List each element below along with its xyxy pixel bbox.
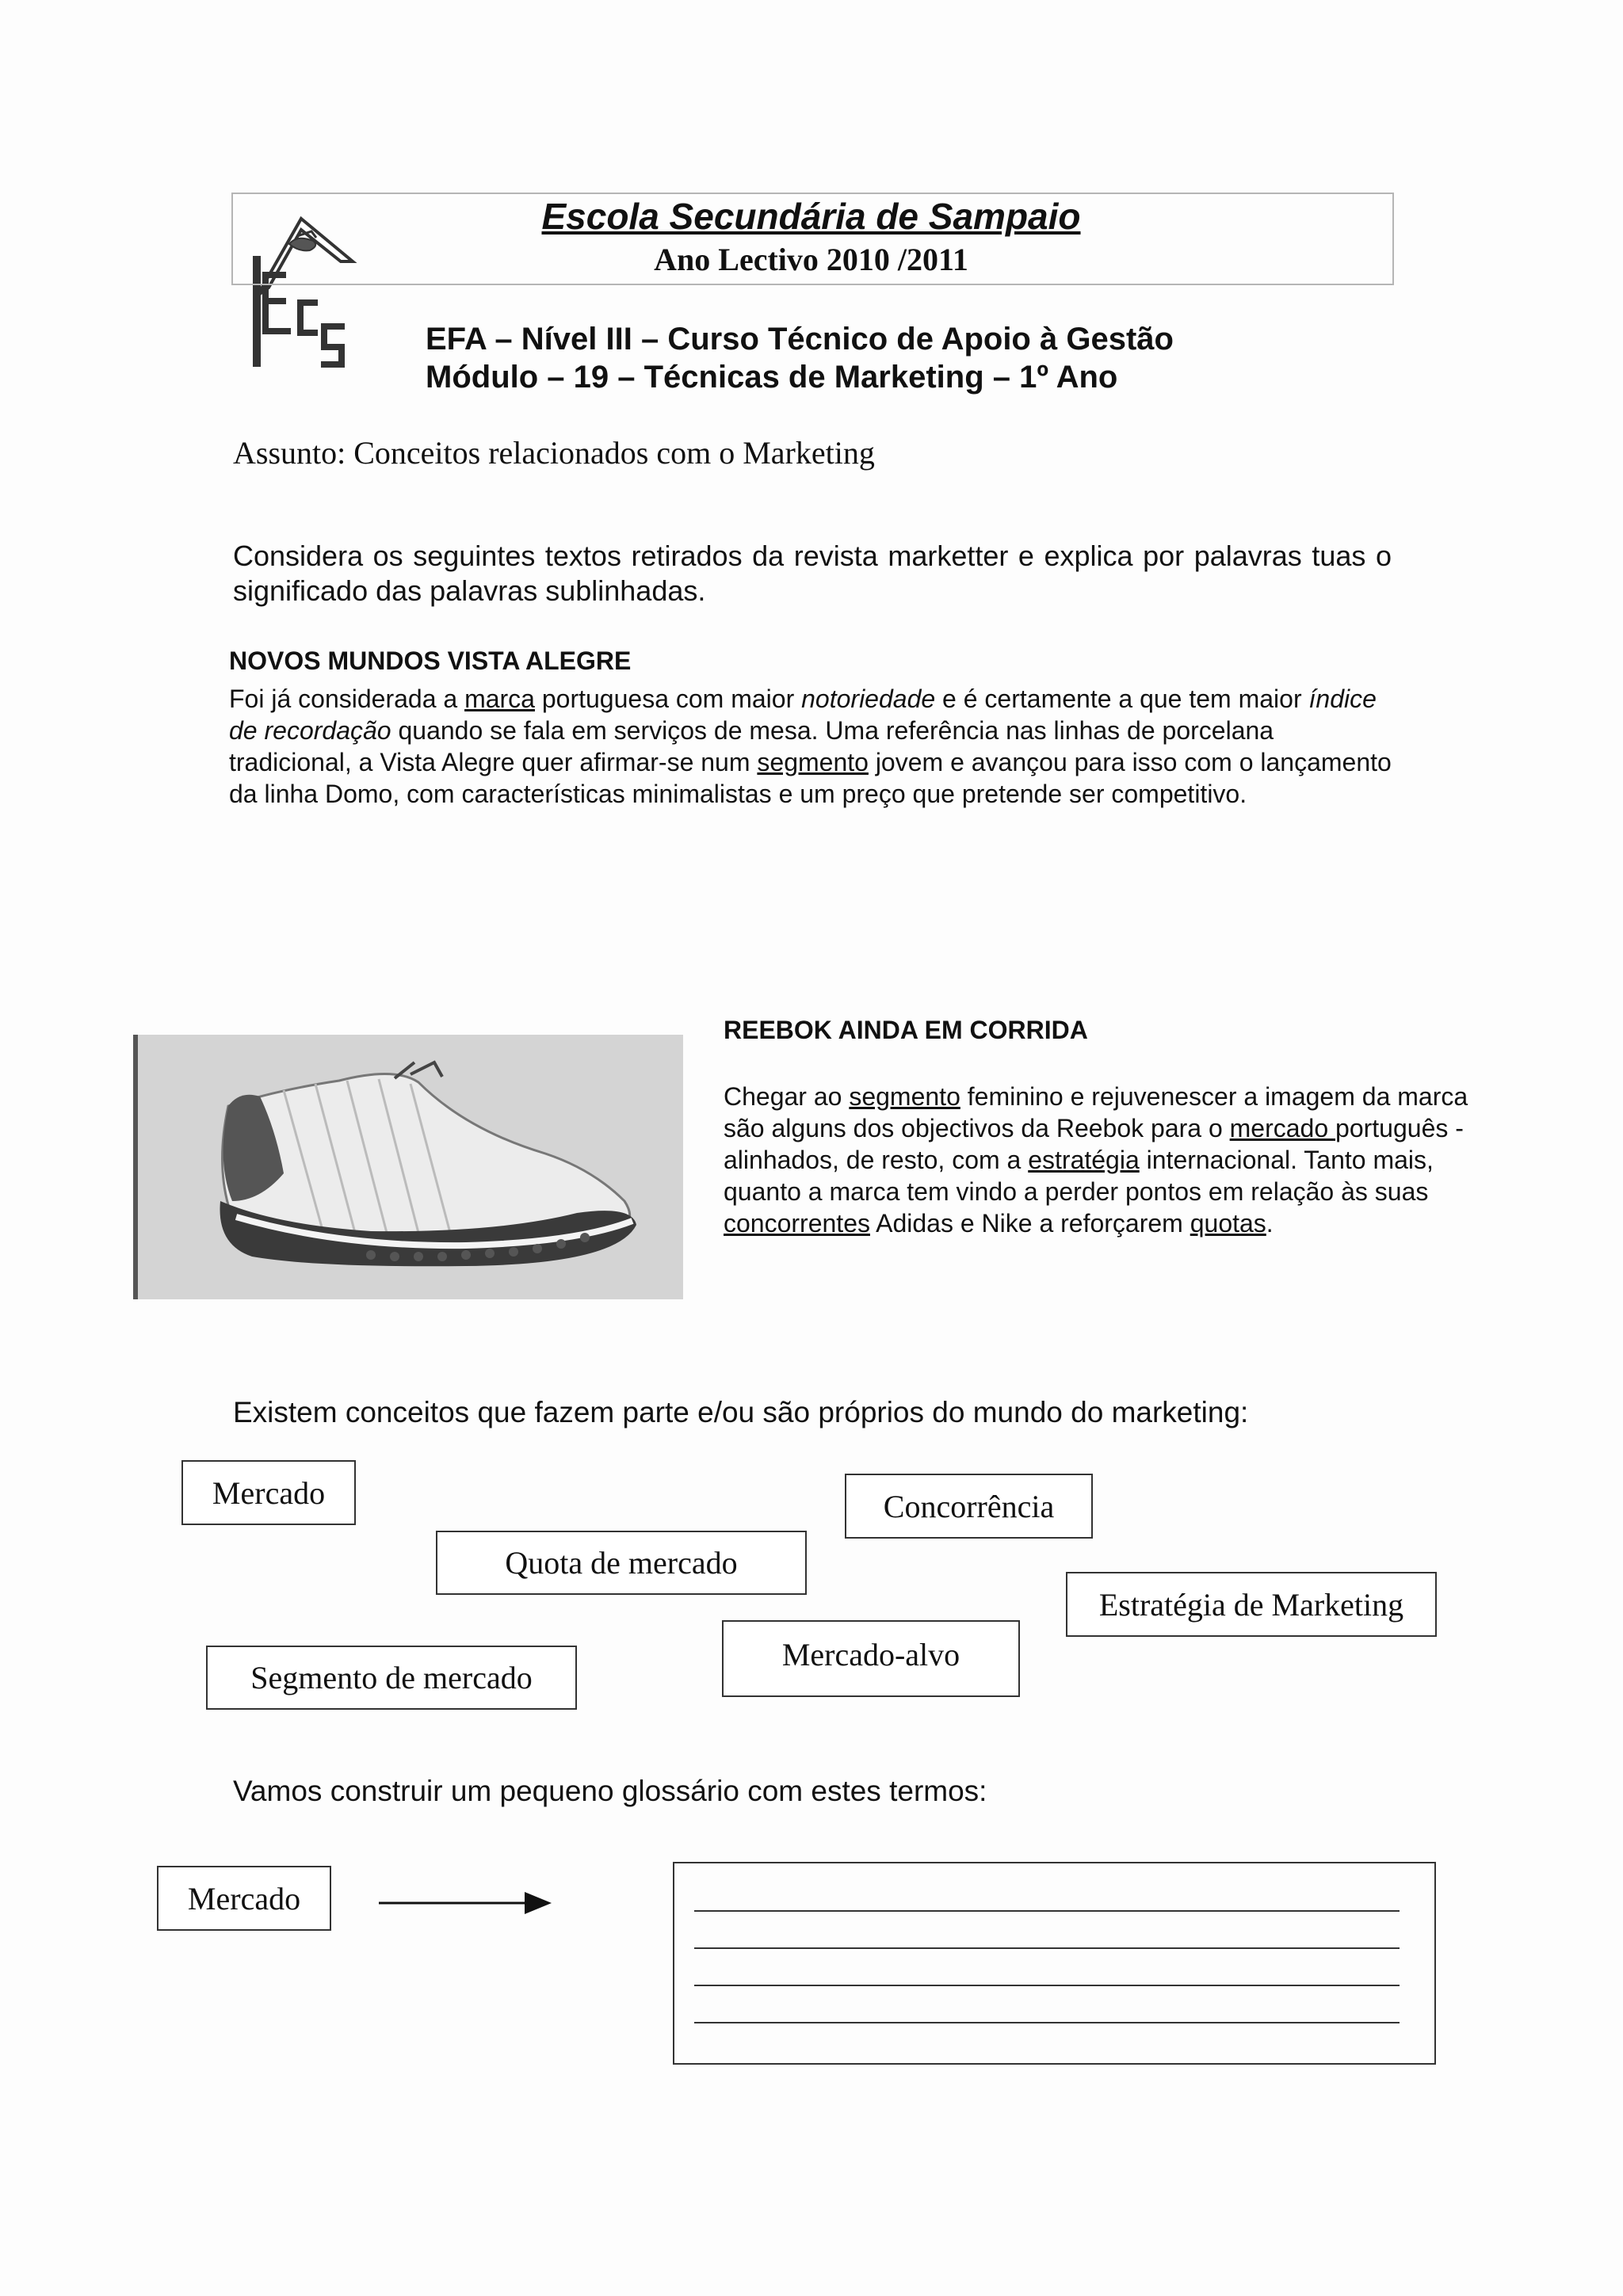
glossary-intro: Vamos construir um pequeno glossário com estes termos:	[233, 1775, 987, 1807]
course-title: EFA – Nível III – Curso Técnico de Apoio à Gestão	[426, 322, 1174, 357]
vista-alegre-text: Foi já considerada a marca portuguesa com maior notoriedade e é certamente a que tem maior índice de recordação quando se fala em serviços de mesa. Uma referência nas linhas de porcelana tradicional, a Vista Alegre quer afirmar-se num segmento jovem e avançou para isso com o lançamento da linha Domo, com características minimalistas e um preço que pretende ser competitivo.	[229, 685, 1392, 808]
answer-line[interactable]	[694, 1910, 1400, 1912]
answer-line[interactable]	[694, 1985, 1400, 1986]
arrow-right-icon	[379, 1887, 553, 1919]
concepts-intro: Existem conceitos que fazem parte e/ou são próprios do mundo do marketing:	[233, 1396, 1249, 1428]
school-name: Escola Secundária de Sampaio	[541, 196, 1081, 237]
vista-alegre-title: NOVOS MUNDOS VISTA ALEGRE	[229, 646, 632, 675]
term-mercado-alvo: Mercado-alvo	[722, 1620, 1020, 1697]
school-year: Ano Lectivo 2010 /2011	[654, 242, 968, 277]
answer-line[interactable]	[694, 2022, 1400, 2023]
subject-line: Assunto: Conceitos relacionados com o Marketing	[233, 435, 875, 471]
definition-box	[673, 1862, 1436, 2065]
term-quota-de-mercado: Quota de mercado	[436, 1531, 807, 1595]
term-segmento-de-mercado: Segmento de mercado	[206, 1646, 577, 1710]
instructions: Considera os seguintes textos retirados da revista marketter e explica por palavras tuas o significado das palavras sublinhadas.	[233, 540, 1392, 607]
term-mercado: Mercado	[181, 1460, 356, 1525]
module-title: Módulo – 19 – Técnicas de Marketing – 1º Ano	[426, 360, 1118, 395]
answer-line[interactable]	[694, 1947, 1400, 1949]
term-estrategia-de-marketing: Estratégia de Marketing	[1066, 1572, 1437, 1637]
reebok-title: REEBOK AINDA EM CORRIDA	[724, 1016, 1088, 1044]
reebok-shoe-photo	[133, 1035, 683, 1299]
reebok-text: Chegar ao segmento feminino e rejuvenescer a imagem da marca são alguns dos objectivos da Reebok para o mercado português - alinhados, de resto, com a estratégia internacional. Tanto mais, quanto a marca tem vindo a perder pontos em relação às suas concorrentes Adidas e Nike a reforçarem quotas.	[724, 1082, 1468, 1238]
term-concorrencia: Concorrência	[845, 1474, 1093, 1539]
glossary-term-mercado: Mercado	[157, 1866, 331, 1931]
